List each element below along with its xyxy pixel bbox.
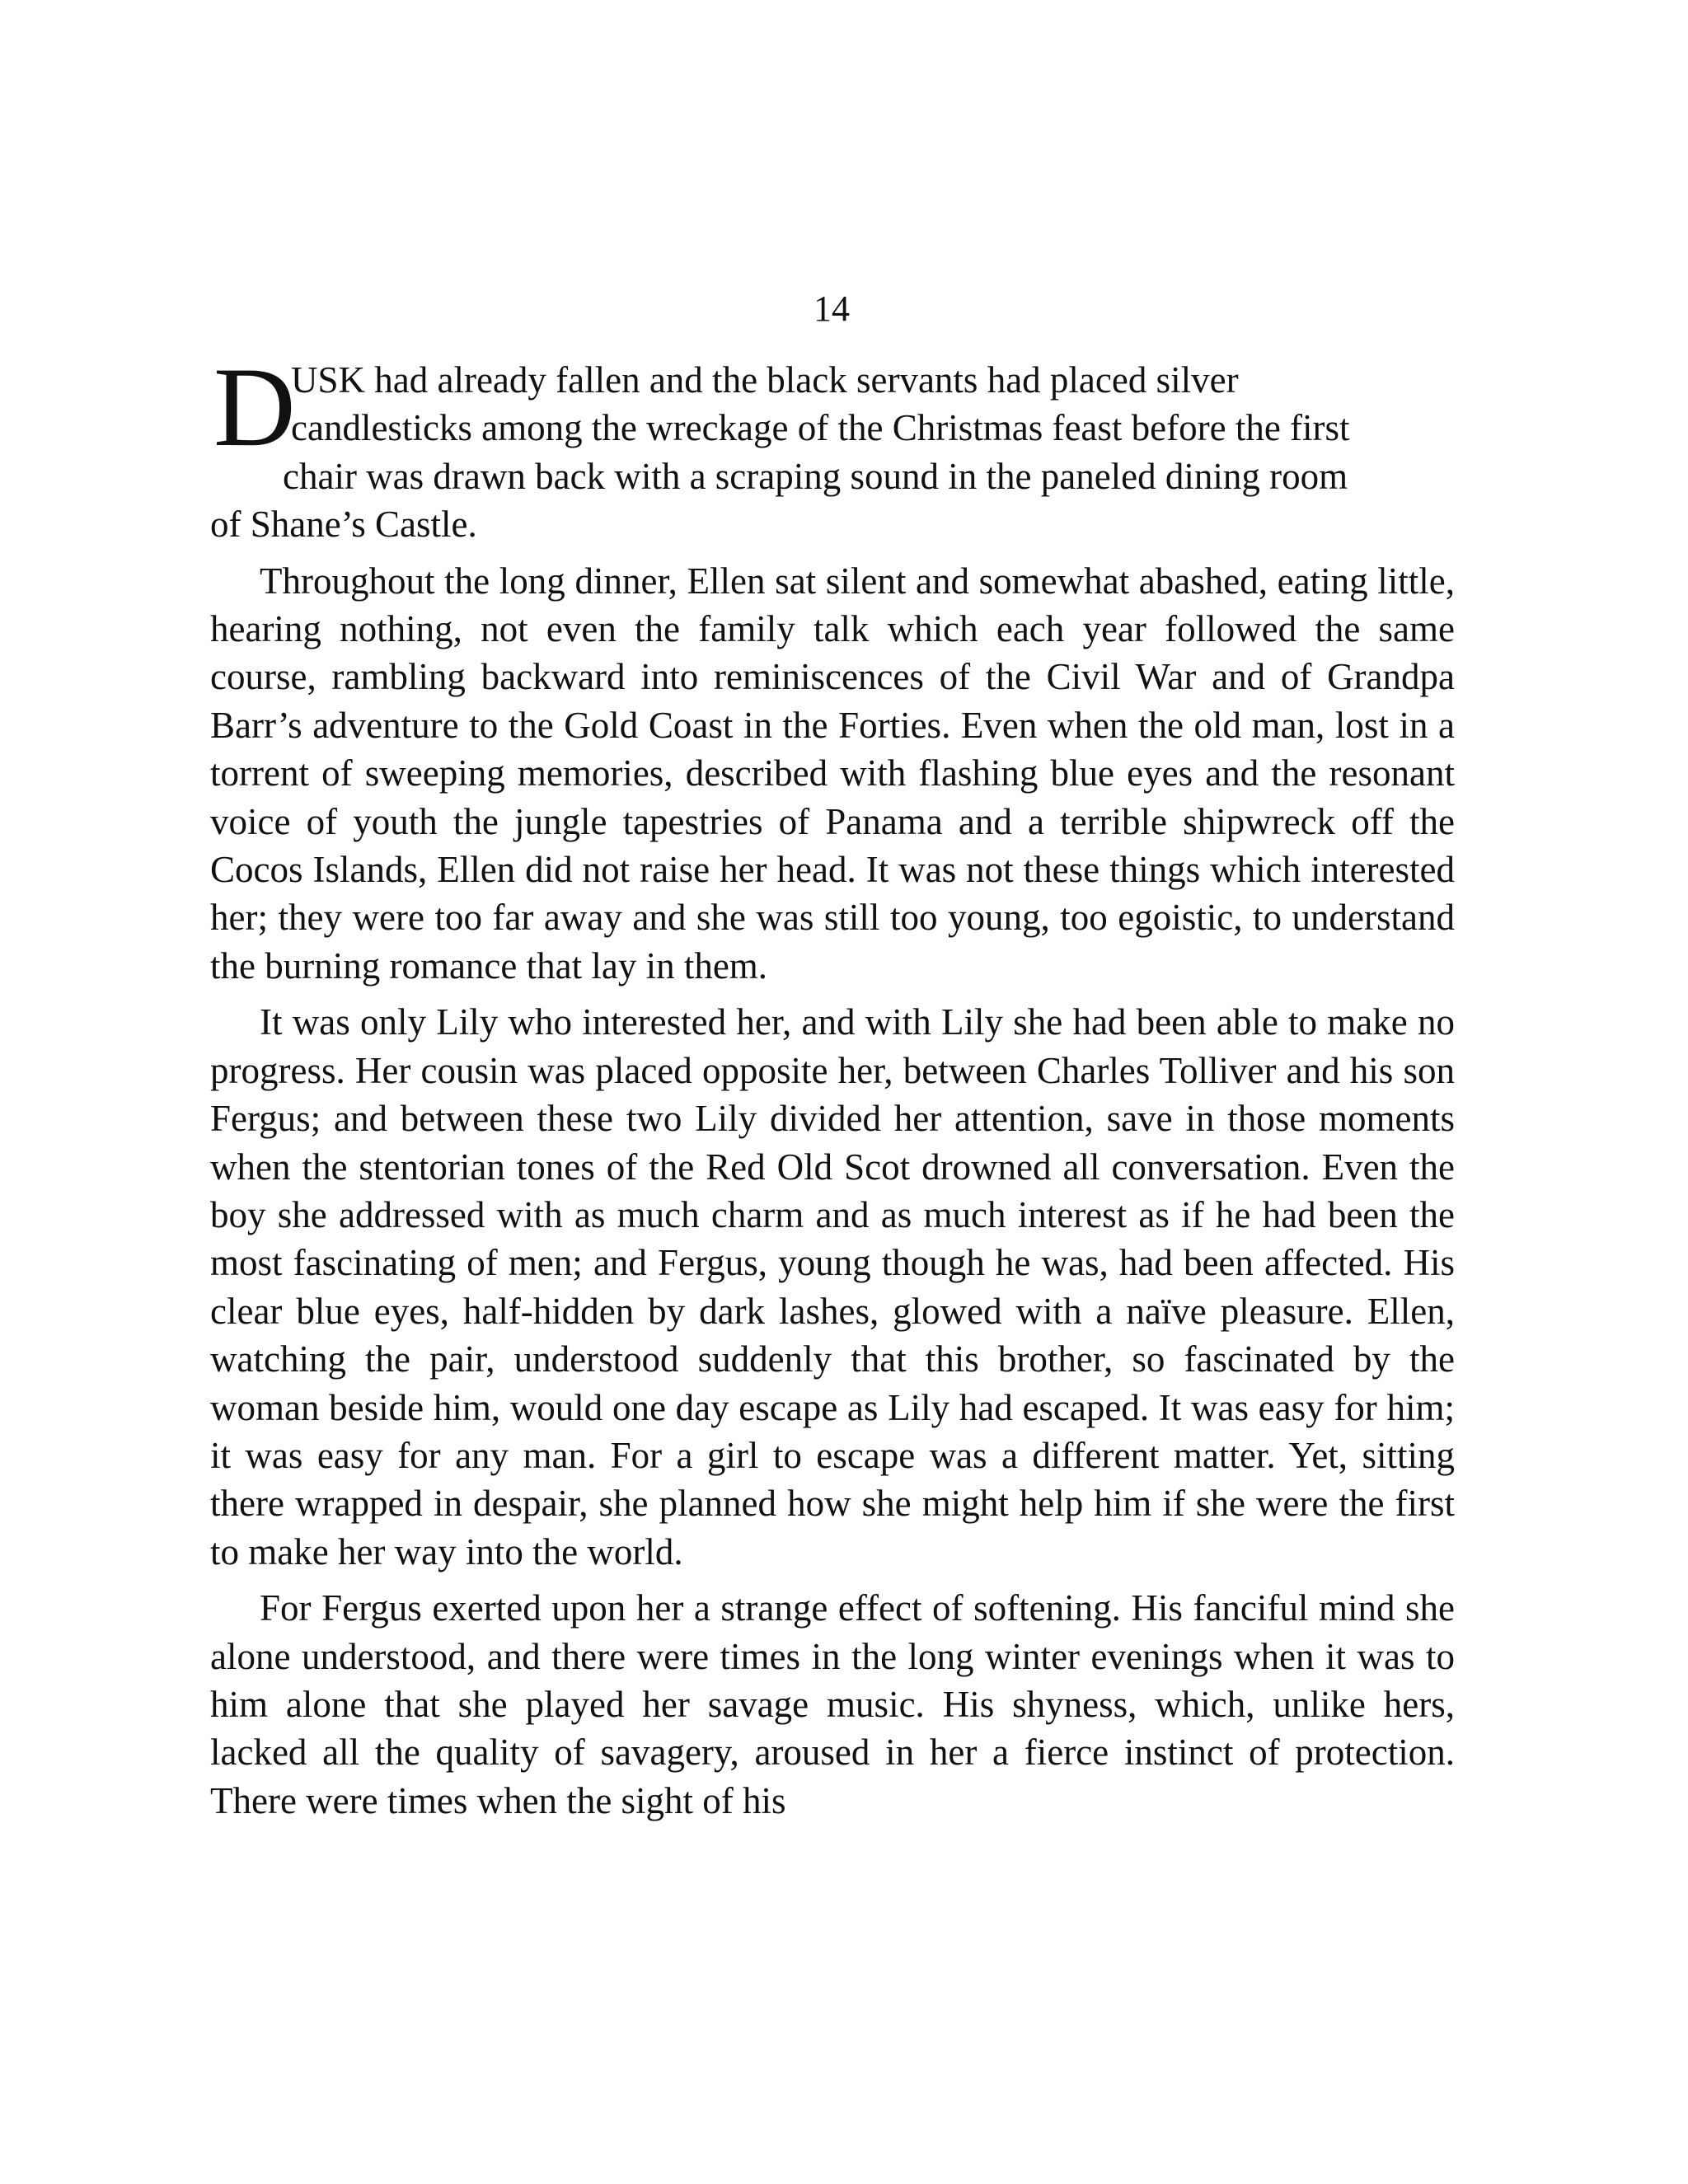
chapter-text <box>210 344 1455 1833</box>
opening-line: chair was drawn back with a scraping sound in the paneled dining room <box>283 455 1348 497</box>
opening-paragraph <box>210 344 1455 549</box>
opening-line: candlesticks among the wreckage of the Christmas feast before the first <box>291 407 1350 449</box>
opening-line: USK had already fallen and the black servants had placed silver <box>291 359 1239 401</box>
drop-cap: D <box>213 344 296 470</box>
paragraph: Throughout the long dinner, Ellen sat silent and somewhat abashed, eating little, hearing nothing, not even the family talk which each year followed the same course, rambling backward into reminiscences of the Civil War and of Grandpa Barr’s adventure to the Gold Coast in the Forties. Even when the old man, lost in a torrent of sweeping memories, described with flashing blue eyes and the resonant voice of youth the jungle tapestries of Panama and a terrible shipwreck off the Cocos Islands, Ellen did not raise her head. It was not these things which interested her; they were too far away and she was still too young, too egoistic, to understand the burning romance that lay in them. <box>210 560 1455 987</box>
opening-line: of Shane’s Castle. <box>210 504 477 546</box>
page-number: 14 <box>814 288 850 329</box>
paragraph: For Fergus exerted upon her a strange effect of softening. His fanciful mind she alone understood, and there were times in the long winter evenings when it was to him alone that she played her savage music. His shyness, which, unlike hers, lacked all the quality of savagery, aroused in her a fierce instinct of protection. There were times when the sight of his <box>210 1587 1455 1821</box>
paragraph: It was only Lily who interested her, and with Lily she had been able to make no progress. Her cousin was placed opposite her, between Charles Tolliver and his son Fergus; and between these two Lily divided her attention, save in those moments when the stentorian tones of the Red Old Scot drowned all conversation. Even the boy she addressed with as much charm and as much interest as if he had been the most fascinating of men; and Fergus, young though he was, had been affected. His clear blue eyes, half-hidden by dark lashes, glowed with a naïve pleasure. Ellen, watching the pair, understood suddenly that this brother, so fascinated by the woman beside him, would one day escape as Lily had escaped. It was easy for him; it was easy for any man. For a girl to escape was a different matter. Yet, sitting there wrapped in despair, she planned how she might help him if she were the first to make her way into the world. <box>210 1001 1455 1572</box>
